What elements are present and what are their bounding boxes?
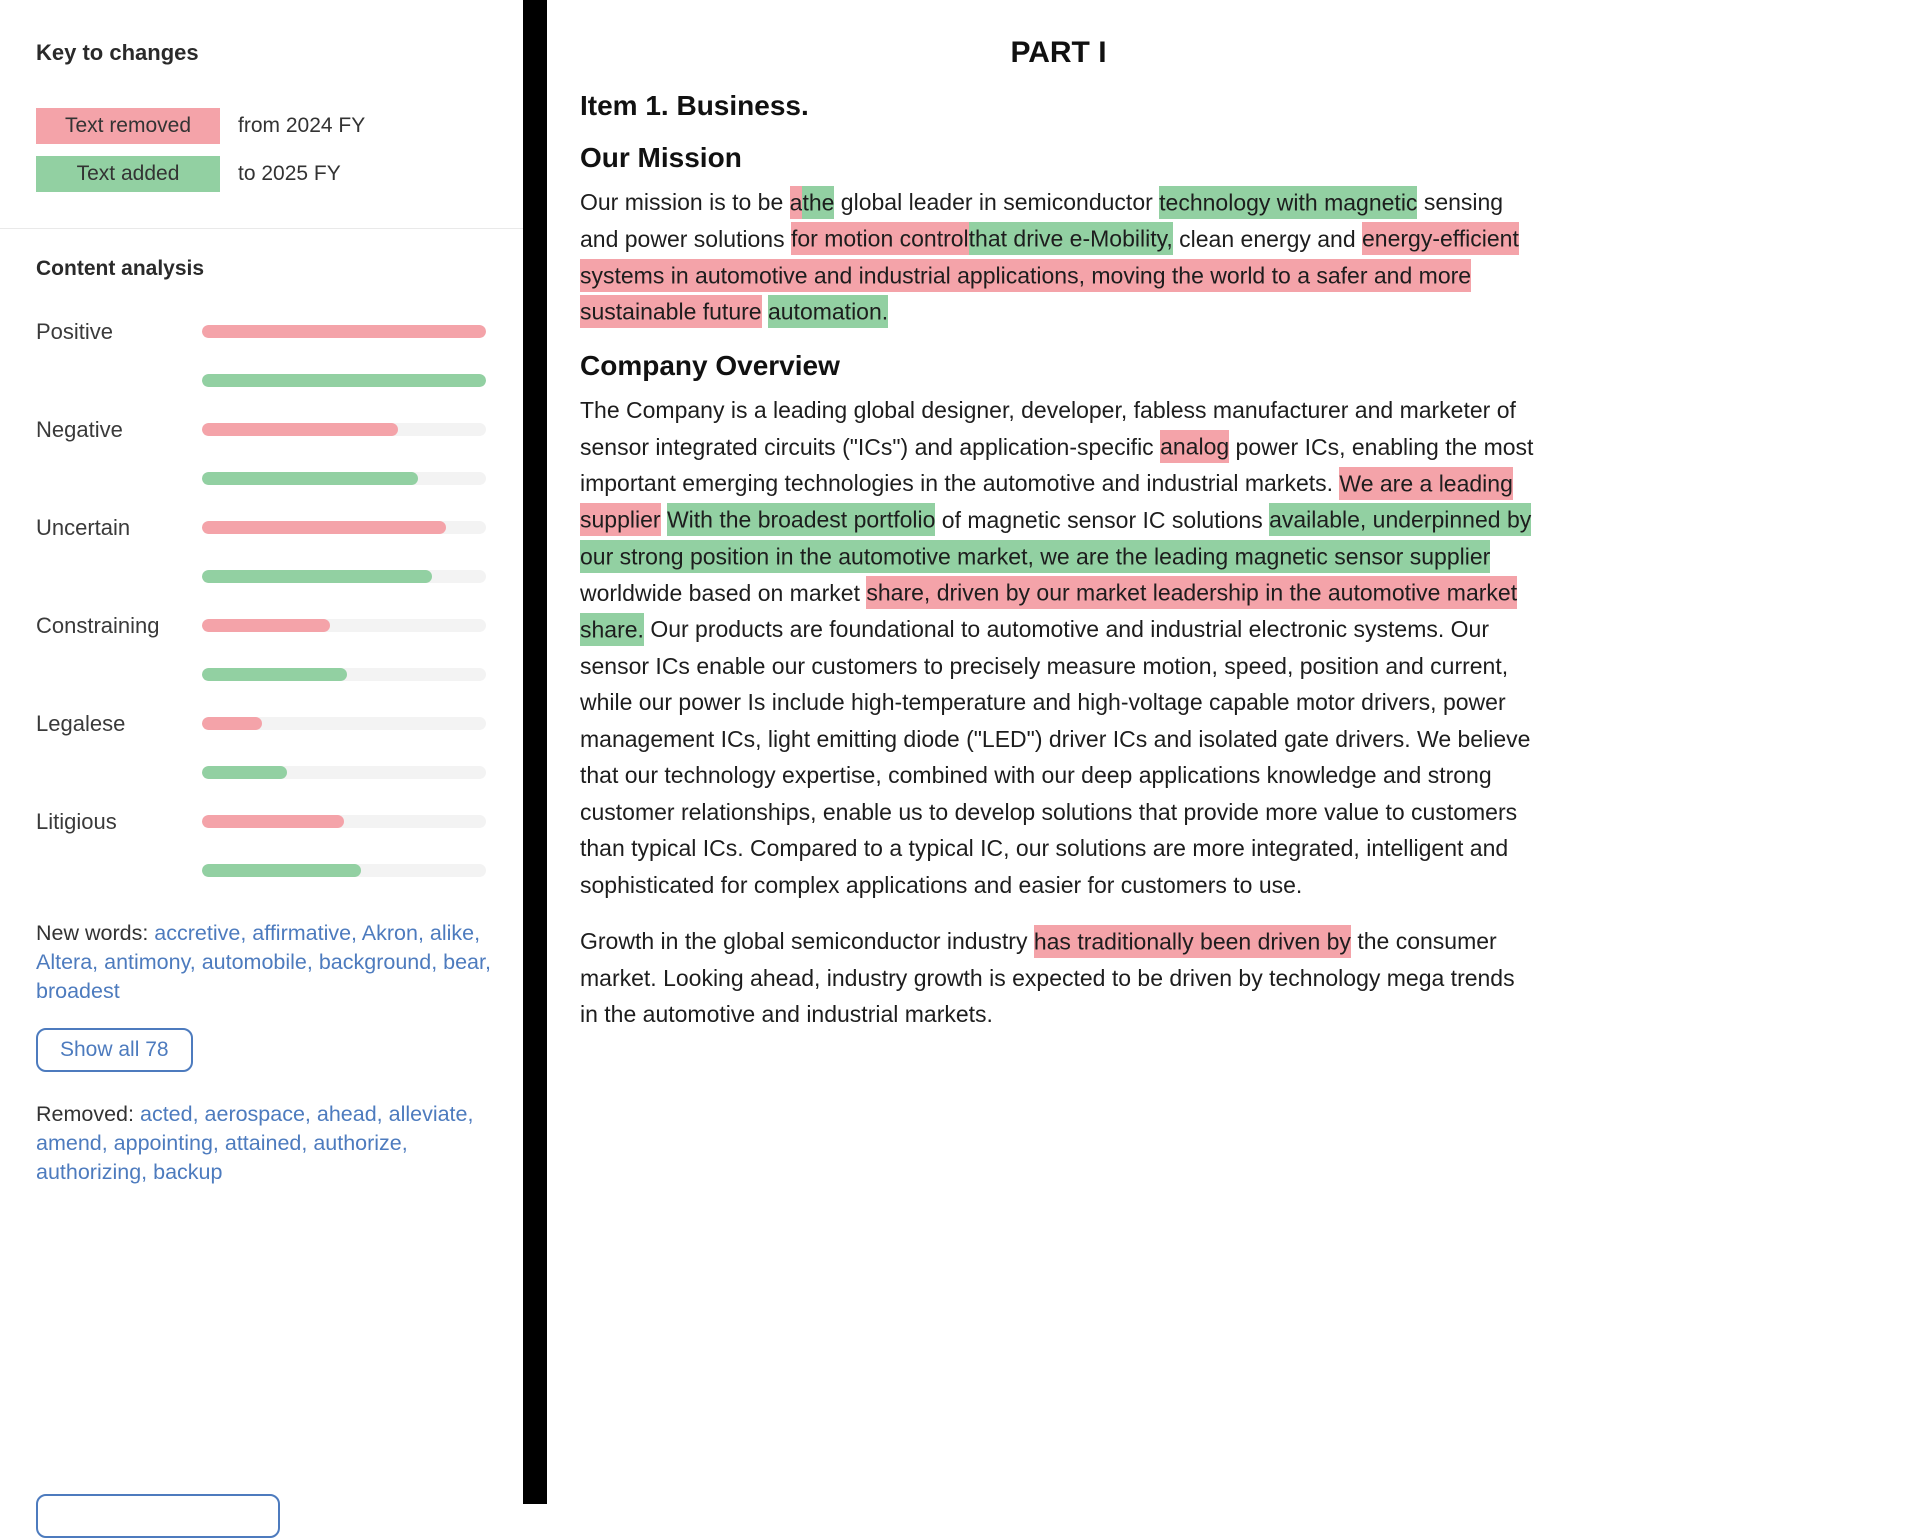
analysis-bar-track-added [202, 766, 486, 779]
content-analysis-title: Content analysis [36, 257, 205, 280]
removed-description: from 2024 FY [238, 114, 366, 137]
removed-words-label: Removed: [36, 1102, 134, 1126]
diff-added-text: that drive e-Mobility, [969, 222, 1173, 255]
diff-removed-text: analog [1160, 430, 1229, 463]
analysis-bar-line [36, 503, 495, 552]
analysis-category-label: Legalese [36, 710, 126, 736]
analysis-bar-line [36, 601, 495, 650]
diff-unchanged-text: of magnetic sensor IC solutions [935, 506, 1270, 533]
analysis-bar-line [36, 454, 495, 503]
analysis-bar-track-removed [202, 815, 486, 828]
diff-unchanged-text: worldwide based on market [580, 579, 867, 606]
analysis-bar-fill-removed [202, 423, 398, 436]
mission-paragraph [580, 184, 1537, 330]
show-all-removed-words-button[interactable] [36, 1494, 280, 1538]
analysis-bar-track-added [202, 864, 486, 877]
analysis-bar-fill-added [202, 472, 418, 485]
diff-unchanged-text: sensing and power solutions [580, 189, 1504, 252]
analysis-bar-line [36, 356, 495, 405]
diff-added-text: share. [580, 613, 644, 646]
added-description: to 2025 FY [238, 162, 341, 185]
analysis-bar-track-removed [202, 325, 486, 338]
diff-added-text: technology with magnetic [1159, 186, 1417, 219]
analysis-bar-track-removed [202, 521, 486, 534]
analysis-bar-fill-added [202, 374, 486, 387]
text-added-chip: Text added [36, 156, 220, 192]
analysis-bar-fill-added [202, 668, 347, 681]
part-title: PART I [1010, 36, 1107, 69]
analysis-category-label: Litigious [36, 808, 117, 834]
growth-paragraph [580, 923, 1537, 1033]
diff-removed-text: We are a leading supplier [580, 467, 1513, 537]
analysis-category-label: Uncertain [36, 514, 131, 540]
pane-divider [523, 0, 547, 1504]
legend-row-added [36, 156, 495, 192]
key-to-changes-title: Key to changes [36, 40, 199, 65]
analysis-bar-line [36, 552, 495, 601]
analysis-bar-track-added [202, 570, 486, 583]
analysis-category-label: Constraining [36, 612, 160, 638]
analysis-category-label: Negative [36, 416, 123, 442]
diff-removed-text: a [790, 186, 803, 219]
analysis-bar-fill-added [202, 864, 361, 877]
new-words-paragraph [36, 919, 496, 1006]
analysis-bar-track-added [202, 374, 486, 387]
analysis-bar-track-added [202, 668, 486, 681]
text-removed-chip: Text removed [36, 108, 220, 144]
show-all-new-words-button[interactable]: Show all 78 [36, 1028, 193, 1072]
diff-unchanged-text: Growth in the global semiconductor industry [580, 928, 1034, 954]
analysis-bar-fill-removed [202, 325, 486, 338]
overview-paragraph [580, 392, 1537, 903]
analysis-bar-line [36, 699, 495, 748]
diff-unchanged-text: Our products are foundational to automotive and industrial electronic systems. Our sensor ICs enable our customers to precisely measure motion, speed, position and current, while our power Is include high-temperature and high-voltage capable motor drivers, power management ICs, light emitting diode ("LED") driver ICs and isolated gate drivers. We believe that our technology expertise, combined with our deep applications knowledge and strong customer relationships, enable us to develop solutions that provide more value to customers than typical ICs. Compared to a typical IC, our solutions are more integrated, intelligent and sophisticated for complex applications and easier for customers to use. [580, 616, 1531, 898]
legend-row-removed [36, 108, 495, 144]
analysis-bar-line [36, 846, 495, 895]
diff-unchanged-text: Our mission is to be [580, 189, 790, 215]
diff-removed-text: share, driven by our market leadership in the automotive market [866, 576, 1517, 609]
diff-unchanged-text: global leader in semiconductor [834, 189, 1160, 215]
analysis-bar-line [36, 748, 495, 797]
new-words-list[interactable]: accretive, affirmative, Akron, alike, Altera, antimony, automobile, background, bear, broadest [36, 921, 491, 1003]
analysis-bar-line [36, 307, 495, 356]
our-mission-title: Our Mission [580, 142, 742, 173]
diff-unchanged-text: power ICs, enabling the most important emerging technologies in the automotive and industrial markets. [580, 433, 1534, 496]
new-words-label: New words: [36, 921, 149, 945]
diff-removed-text: has traditionally been driven by [1034, 925, 1351, 958]
diff-added-text: With the broadest portfolio [667, 503, 935, 536]
diff-unchanged-text: the consumer market. Looking ahead, industry growth is expected to be driven by technology mega trends in the automotive and industrial markets. [580, 928, 1515, 1027]
sidebar [0, 0, 523, 1504]
analysis-bar-fill-removed [202, 717, 262, 730]
analysis-bar-line [36, 797, 495, 846]
diff-removed-text: for motion control [791, 222, 969, 255]
removed-words-paragraph [36, 1100, 496, 1187]
diff-unchanged-text: The Company is a leading global designer, developer, fabless manufacturer and marketer of sensor integrated circuits ("ICs") and application-specific [580, 397, 1516, 460]
analysis-category-label: Positive [36, 318, 114, 344]
diff-unchanged-text: clean energy and [1172, 225, 1363, 252]
diff-added-text: available, underpinned by our strong position in the automotive market, we are the leading magnetic sensor supplier [580, 503, 1531, 573]
analysis-bar-track-added [202, 472, 486, 485]
analysis-bar-fill-removed [202, 619, 330, 632]
analysis-bar-fill-added [202, 570, 432, 583]
analysis-bar-track-removed [202, 423, 486, 436]
company-overview-title: Company Overview [580, 350, 840, 381]
removed-words-list[interactable]: acted, aerospace, ahead, alleviate, amend, appointing, attained, authorize, authorizing, backup [36, 1102, 474, 1184]
diff-removed-text: energy-efficient systems in automotive and industrial applications, moving the world to a safer and more sustainable future [580, 222, 1519, 328]
analysis-bar-fill-removed [202, 521, 446, 534]
analysis-bar-line [36, 405, 495, 454]
item-1-business-title: Item 1. Business. [580, 90, 809, 121]
content-analysis-chart [36, 307, 495, 895]
diff-added-text: automation. [768, 295, 888, 328]
analysis-bar-fill-removed [202, 815, 344, 828]
analysis-bar-line [36, 650, 495, 699]
diff-added-text: the [802, 186, 834, 219]
analysis-bar-track-removed [202, 717, 486, 730]
sidebar-divider [0, 228, 523, 229]
analysis-bar-fill-added [202, 766, 287, 779]
document-pane [547, 0, 1920, 1504]
analysis-bar-track-removed [202, 619, 486, 632]
diff-unchanged-text [661, 507, 667, 533]
diff-unchanged-text [762, 299, 768, 325]
diff-legend [36, 108, 495, 192]
